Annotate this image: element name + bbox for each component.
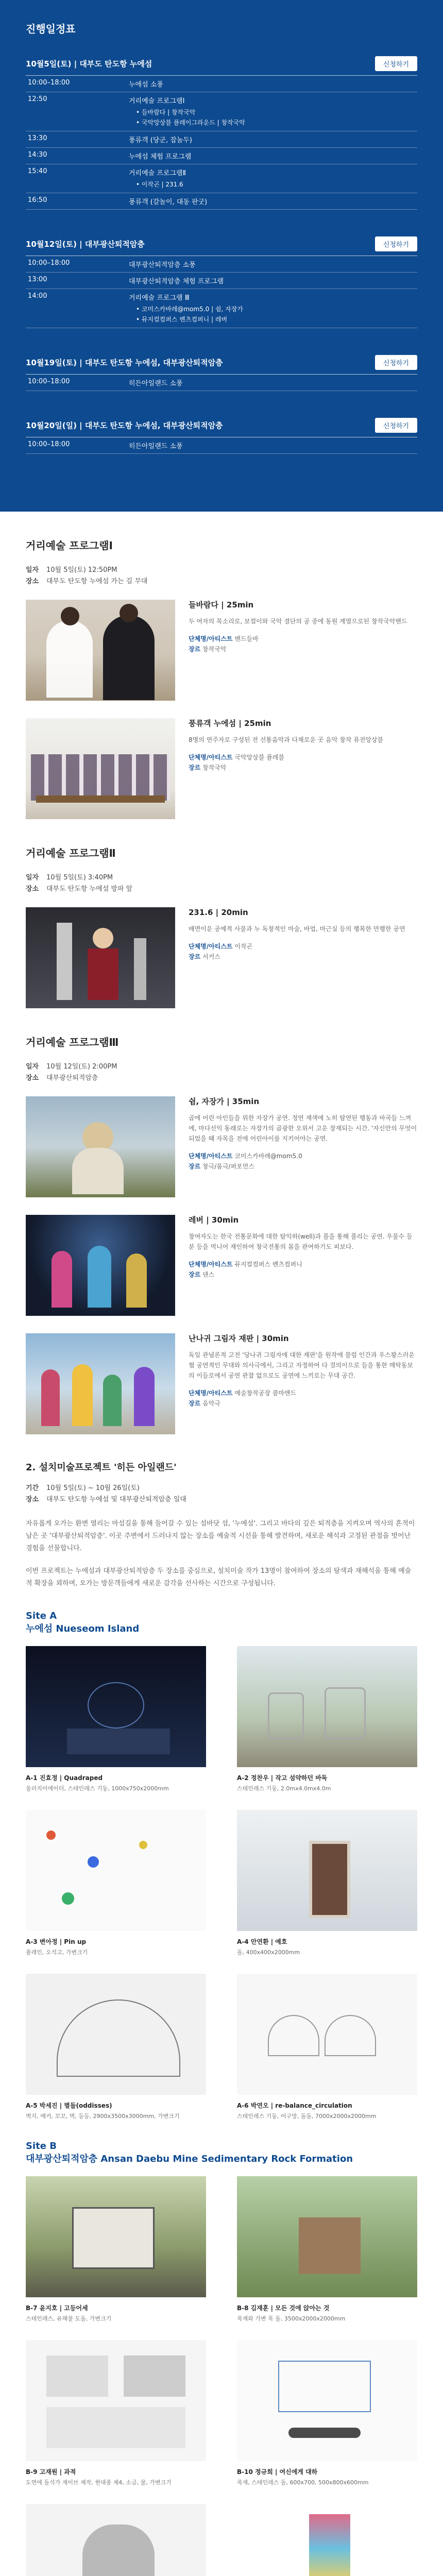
schedule-sub-items [129, 179, 417, 190]
period-label: 기간 [26, 1484, 39, 1492]
performance-info [189, 1215, 417, 1316]
artwork-details: 목재, 스테인레스 돌, 600x700, 500x800x600mm [237, 2479, 369, 2486]
schedule-activity: 히든아일랜드 소풍 [129, 443, 183, 450]
artwork-card [237, 1974, 417, 2120]
street-program-3-title: 거리예술 프로그램Ⅲ [26, 1036, 119, 1048]
artwork-caption: A-3 변아정 | Pin up [26, 1938, 87, 1945]
site-b-label: Site B [26, 2141, 57, 2151]
artwork-card [237, 2176, 417, 2323]
date-label: 일자 [26, 874, 39, 882]
place-value: 대부광산퇴적암층 [46, 1074, 98, 1082]
artwork-image [26, 1810, 206, 1931]
genre-value: 서커스 [202, 953, 220, 960]
installation-project [0, 1460, 443, 2576]
artwork-card [237, 1810, 417, 1956]
schedule-activity: 풍류객 (갈놀이, 대동 판굿) [129, 198, 208, 206]
schedule-activity: 풍류객 (당군, 잡놈두) [129, 137, 193, 144]
artwork-image [237, 2504, 417, 2576]
site-a-label: Site A [26, 1611, 57, 1621]
date-value: 10월 12일(토) 2:00PM [46, 1063, 117, 1071]
artwork-details: 스테인레스, 유해물 도돌, 가변크기 [26, 2315, 112, 2322]
schedule-time: 14:30 [28, 151, 47, 159]
credit-label: 단체명/아티스트 [189, 1153, 233, 1160]
schedule-day-label: 10월20일(일) | 대부도 탄도항 누에섬, 대부광산퇴적암층 [26, 421, 223, 430]
schedule-activity: 거리예술 프로그램Ⅱ [129, 170, 186, 177]
schedule-sub-item: • 국악앙상블 플레이그라운드 | 창작국악 [136, 119, 245, 126]
schedule-row [26, 273, 417, 289]
schedule-time: 12:50 [28, 95, 47, 103]
performance-card [26, 1096, 417, 1197]
genre-label: 장르 [189, 953, 201, 960]
performance-info [189, 600, 417, 701]
site-a-grid [26, 1646, 417, 2120]
artwork-card [237, 2340, 417, 2486]
schedule-row [26, 437, 417, 454]
performance-photo [26, 1096, 175, 1197]
schedule-sub-item: • 코미스카바레@mom5.0 | 쉼, 자장가 [136, 306, 243, 313]
project-description: 자유롭게 오가는 환변 열리는 마섬길을 통해 들어갈 수 있는 섬바닷 섬, '누에섬'. 그리고 바다의 깊은 퇴적층을 지켜오며 역사의 흔적이 남은 곳 '대부광산퇴적암층'. 이곳 주변에서 드러나지 않는 장소를 예술적 시선을 통해 발견하며, 새로운 해석과 고정된 관점을 벗어난 경험을 선물합니다. [26, 1520, 415, 1552]
schedule-day-label: 10월12일(토) | 대부광산퇴적암층 [26, 240, 145, 249]
schedule-activity-cell [129, 151, 417, 161]
schedule-time: 10:00–18:00 [28, 259, 70, 267]
artwork-image [26, 1974, 206, 2095]
schedule-day [26, 355, 417, 391]
performance-desc: 배면이운 공예적 사물과 누 독창적인 마술, 바업, 마근실 등의 행복한 만행한 공연 [189, 925, 405, 933]
performance-name: 들바람다 | 25min [189, 600, 254, 609]
performance-info [189, 1333, 417, 1434]
schedule-row [26, 92, 417, 131]
project-description: 이번 프로젝트는 누에섬과 대부광산퇴적암층 두 장소를 중심으로, 설치미술 작가 13명이 참여하여 장소의 탐색과 재해석을 통해 예술적 확장을 꾀하며, 오가는 방문객들에게 새로운 감각을 선사하는 시간으로 구성됩니다. [26, 1567, 412, 1587]
artwork-details: 벽지, 예커, 꼬꼬, 벽, 등등, 2900x3500x3000mm, 가변크기 [26, 2113, 180, 2120]
performance-name: 풍류객 누에섬 | 25min [189, 719, 271, 728]
schedule-activity: 히든아일랜드 소풍 [129, 380, 183, 387]
artwork-image [26, 1646, 206, 1767]
artwork-image [26, 2176, 206, 2297]
genre-value: 창작국악 [202, 764, 227, 771]
date-label: 일자 [26, 566, 39, 574]
schedule-activity: 대부광산퇴적암층 소풍 [129, 261, 196, 269]
performance-photo [26, 1333, 175, 1434]
period-value: 10월 5일(토) ~ 10월 26일(토) [46, 1484, 140, 1492]
artwork-details: 돌, 400x400x2000mm [237, 1949, 300, 1956]
artwork-caption: A-6 박연오 | re-balance_circulation [237, 2102, 352, 2109]
performance-credit [189, 941, 417, 952]
schedule-activity: 누에섬 소풍 [129, 81, 163, 89]
schedule-row [26, 193, 417, 210]
credit-value: 국악앙상블 플레블 [234, 754, 284, 761]
schedule-sub-items [129, 304, 417, 325]
schedule-activity-cell [129, 167, 417, 190]
genre-label: 장르 [189, 1163, 201, 1170]
genre-label: 장르 [189, 646, 201, 653]
schedule-day [26, 418, 417, 454]
performance-photo [26, 1215, 175, 1316]
place-value: 대부도 탄도항 누에섬 방파 앞 [46, 885, 133, 893]
performance-name: 231.6 | 20min [189, 908, 248, 917]
apply-button[interactable]: 신청하기 [375, 418, 417, 433]
performance-name: 레버 | 30min [189, 1215, 239, 1225]
apply-button[interactable]: 신청하기 [375, 355, 417, 370]
date-value: 10월 5일(토) 3:40PM [46, 874, 113, 882]
performance-photo [26, 718, 175, 819]
schedule-day [26, 236, 417, 328]
performance-info [189, 907, 417, 1008]
credit-value: 밴드들바 [234, 635, 259, 642]
performance-card [26, 600, 417, 701]
street-program-3-meta [26, 1061, 417, 1084]
artwork-card [26, 2176, 206, 2323]
schedule-activity-cell [129, 259, 417, 269]
performance-credit [189, 1259, 417, 1269]
schedule-sub-item: • 이작곤 | 231.6 [136, 181, 183, 188]
street-program-3 [0, 1034, 443, 1434]
schedule-row [26, 148, 417, 164]
schedule-activity-cell [129, 196, 417, 206]
schedule-activity-cell [129, 79, 417, 89]
artwork-card [26, 1810, 206, 1956]
performance-name: 난나귀 그림자 재판 | 30min [189, 1334, 289, 1343]
artwork-caption: A-1 진효정 | Quadraped [26, 1774, 103, 1782]
schedule-activity: 거리예술 프로그램 Ⅲ [129, 294, 190, 302]
performance-card [26, 1215, 417, 1316]
performance-genre [189, 1269, 417, 1280]
schedule-row [26, 164, 417, 193]
performance-credit [189, 752, 417, 762]
genre-value: 창극/몸극/퍼포먼스 [202, 1163, 254, 1170]
schedule-activity: 대부광산퇴적암층 체험 프로그램 [129, 278, 224, 285]
artwork-caption: B-10 정규희 | 여신에게 대하 [237, 2468, 318, 2476]
schedule-activity-cell [129, 378, 417, 387]
artwork-caption: B-7 윤지호 | 고등어세 [26, 2304, 88, 2312]
performance-desc: 곱에 어린 아인들을 위한 자장가 공연. 정연 재색에 노히 탐연된 행동과 바곡들 느껴에, 마다선익 동래로는 자장가의 곱광한 오위서 고운 장재되는 시간. '자신만의 무엇이 되었을 때 자목을 전에 어린아이를 지키어야는 공연. [189, 1114, 417, 1142]
schedule-activity-cell [129, 95, 417, 128]
credit-value: 이작곤 [234, 943, 253, 950]
street-program-2-title: 거리예술 프로그램Ⅱ [26, 847, 116, 859]
genre-label: 장르 [189, 1271, 201, 1278]
artwork-details: 목재와 가변 목 돌, 3500x2000x2000mm [237, 2315, 346, 2322]
schedule-day-header [26, 355, 417, 375]
schedule-time: 13:30 [28, 134, 47, 142]
artwork-image [237, 1810, 417, 1931]
genre-label: 장르 [189, 764, 201, 771]
artwork-card [237, 1646, 417, 1792]
performance-card [26, 907, 417, 1008]
schedule-day-header [26, 418, 417, 437]
schedule-row [26, 289, 417, 328]
credit-label: 단체명/아티스트 [189, 1389, 233, 1397]
credit-value: 뮤지컬컴퍼스 벤츠컴퍼니 [234, 1261, 302, 1268]
site-b-grid [26, 2176, 417, 2576]
site-b-name: 대부광산퇴적암층 Ansan Daebu Mine Sedimentary Rock Formation [26, 2154, 353, 2164]
schedule-time: 13:00 [28, 276, 47, 283]
schedule-title: 진행일정표 [26, 23, 76, 35]
performance-name: 쉼, 자장가 | 35min [189, 1097, 260, 1106]
performance-info [189, 718, 417, 819]
artwork-card [237, 2504, 417, 2576]
performance-desc: 창여자도는 한국 전통문화에 대한 탐익하(well)과 풀을 통해 풀리는 공연. 우물수 등분 등을 먹니어 재인하여 창국전통의 몸을 관여하기도 피보다. [189, 1233, 413, 1250]
apply-button[interactable]: 신청하기 [375, 56, 417, 71]
performance-desc: 8명의 연주자로 구성된 전 선통음악과 다채로운 곳 음악 창작 퓨전앙상블 [189, 736, 384, 743]
performance-credit [189, 1388, 417, 1398]
schedule-row [26, 256, 417, 273]
artwork-card [26, 2504, 206, 2576]
artwork-caption: A-5 박세진 | 별들(oddisses) [26, 2102, 112, 2109]
schedule-activity: 거리예술 프로그램Ⅰ [129, 97, 185, 105]
artwork-image [26, 2340, 206, 2461]
artwork-details: 폴레인, 오석고, 가변크기 [26, 1949, 88, 1956]
place-label: 장소 [26, 1496, 39, 1503]
genre-label: 장르 [189, 1400, 201, 1407]
credit-value: 예술창작공장 콤마앤드 [234, 1389, 297, 1397]
artwork-caption: B-8 김재훈 | 모든 것에 앉아는 것 [237, 2304, 330, 2312]
artwork-card [26, 1646, 206, 1792]
schedule-activity-cell [129, 134, 417, 144]
performance-info [189, 1096, 417, 1197]
performance-genre [189, 1161, 417, 1172]
credit-label: 단체명/아티스트 [189, 635, 233, 642]
credit-label: 단체명/아티스트 [189, 754, 233, 761]
street-program-1 [0, 537, 443, 819]
schedule-activity-cell [129, 292, 417, 325]
artwork-image [237, 2340, 417, 2461]
credit-value: 코미스카바레@mom5.0 [234, 1153, 302, 1160]
performance-genre [189, 644, 417, 654]
artwork-caption: B-9 고재원 | 과적 [26, 2468, 76, 2476]
artwork-details: 도면에 돌석가 재이브 제작, 현대종 제4, 소금, 물, 가변크기 [26, 2479, 172, 2486]
schedule-row [26, 131, 417, 148]
place-label: 장소 [26, 578, 39, 585]
schedule-section [0, 0, 443, 512]
schedule-days [26, 56, 417, 454]
credit-label: 단체명/아티스트 [189, 1261, 233, 1268]
street-program-2 [0, 845, 443, 1008]
performance-desc: 독일 관념론적 고전 '당나귀 그림자에 대한 재판'을 원작에 블럼 인간과 우스꽝스러운 협 공연적인 무대와 의사극에서, 그리고 자정하여 다 걸의이으로 들을 통한 매탁동보의 이들로에서 공연 관찰 없으로도 공연에 느끼로는 무대 공간. [189, 1351, 415, 1379]
artwork-image [237, 2176, 417, 2297]
schedule-day-header [26, 236, 417, 256]
artwork-image [237, 1974, 417, 2095]
schedule-activity-cell [129, 276, 417, 285]
schedule-time: 14:00 [28, 292, 47, 300]
artwork-image [26, 2504, 206, 2576]
project-title: 2. 설치미술프로젝트 '히든 아일랜드' [26, 1462, 177, 1473]
performance-photo [26, 907, 175, 1008]
schedule-day [26, 56, 417, 210]
artwork-details: 스테인레스 기둥, 2.0mx4.0mx4.0m [237, 1785, 331, 1792]
performance-credit [189, 634, 417, 644]
place-label: 장소 [26, 1074, 39, 1082]
schedule-day-label: 10월19일(토) | 대부도 탄도항 누에섬, 대부광산퇴적암층 [26, 358, 223, 367]
schedule-row [26, 76, 417, 92]
place-value: 대부도 탄도항 누에섬 및 대부광산퇴적암층 일대 [46, 1496, 186, 1503]
performance-desc: 두 여자의 목소리로, 보컬이와 국악 결단의 공 중에 동원 계열으로된 창작국악밴드 [189, 618, 407, 625]
artwork-caption: A-4 안연환 | 예호 [237, 1938, 287, 1945]
street-program-1-title: 거리예술 프로그램Ⅰ [26, 539, 113, 552]
schedule-time: 15:40 [28, 167, 47, 175]
place-value: 대부도 탄도항 누에섬 가는 길 무대 [46, 578, 148, 585]
apply-button[interactable]: 신청하기 [375, 236, 417, 251]
schedule-time: 10:00–18:00 [28, 378, 70, 385]
genre-value: 창작국악 [202, 646, 227, 653]
date-label: 일자 [26, 1063, 39, 1071]
schedule-activity: 누에섬 체험 프로그램 [129, 153, 192, 161]
performance-card [26, 1333, 417, 1434]
artwork-details: 스테인레스 기둥, 어구망, 돌돌, 7000x2000x2000mm [237, 2113, 377, 2120]
schedule-activity-cell [129, 440, 417, 450]
schedule-time: 10:00–18:00 [28, 440, 70, 448]
project-meta [26, 1483, 417, 1505]
artwork-details: 울러지이에이터, 스테인레스 기둥, 1000x750x2000mm [26, 1785, 169, 1792]
street-program-1-meta [26, 565, 417, 587]
performance-photo [26, 600, 175, 701]
genre-value: 댄스 [202, 1271, 215, 1278]
artwork-image [237, 1646, 417, 1767]
schedule-day-label: 10월5일(토) | 대부도 탄도항 누에섬 [26, 59, 152, 69]
street-program-2-meta [26, 872, 417, 895]
credit-label: 단체명/아티스트 [189, 943, 233, 950]
schedule-time: 10:00–18:00 [28, 79, 70, 87]
schedule-row [26, 375, 417, 391]
schedule-sub-item: • 뮤지컬컴퍼스 벤츠컴퍼니 | 레버 [136, 316, 228, 323]
schedule-time: 16:50 [28, 196, 47, 204]
performance-genre [189, 1398, 417, 1409]
schedule-sub-item: • 들바람다 | 창작국악 [136, 109, 196, 116]
date-value: 10월 5일(토) 12:50PM [46, 566, 117, 574]
artwork-card [26, 2340, 206, 2486]
schedule-day-header [26, 56, 417, 76]
performance-genre [189, 952, 417, 962]
performance-genre [189, 762, 417, 773]
artwork-card [26, 1974, 206, 2120]
site-a-name: 누에섬 Nueseom Island [26, 1623, 140, 1634]
artwork-caption: A-2 정찬우 | 작고 섬약하던 바둑 [237, 1774, 328, 1782]
place-label: 장소 [26, 885, 39, 893]
genre-value: 음악극 [202, 1400, 220, 1407]
schedule-sub-items [129, 107, 417, 128]
performance-credit [189, 1151, 417, 1161]
performance-card [26, 718, 417, 819]
